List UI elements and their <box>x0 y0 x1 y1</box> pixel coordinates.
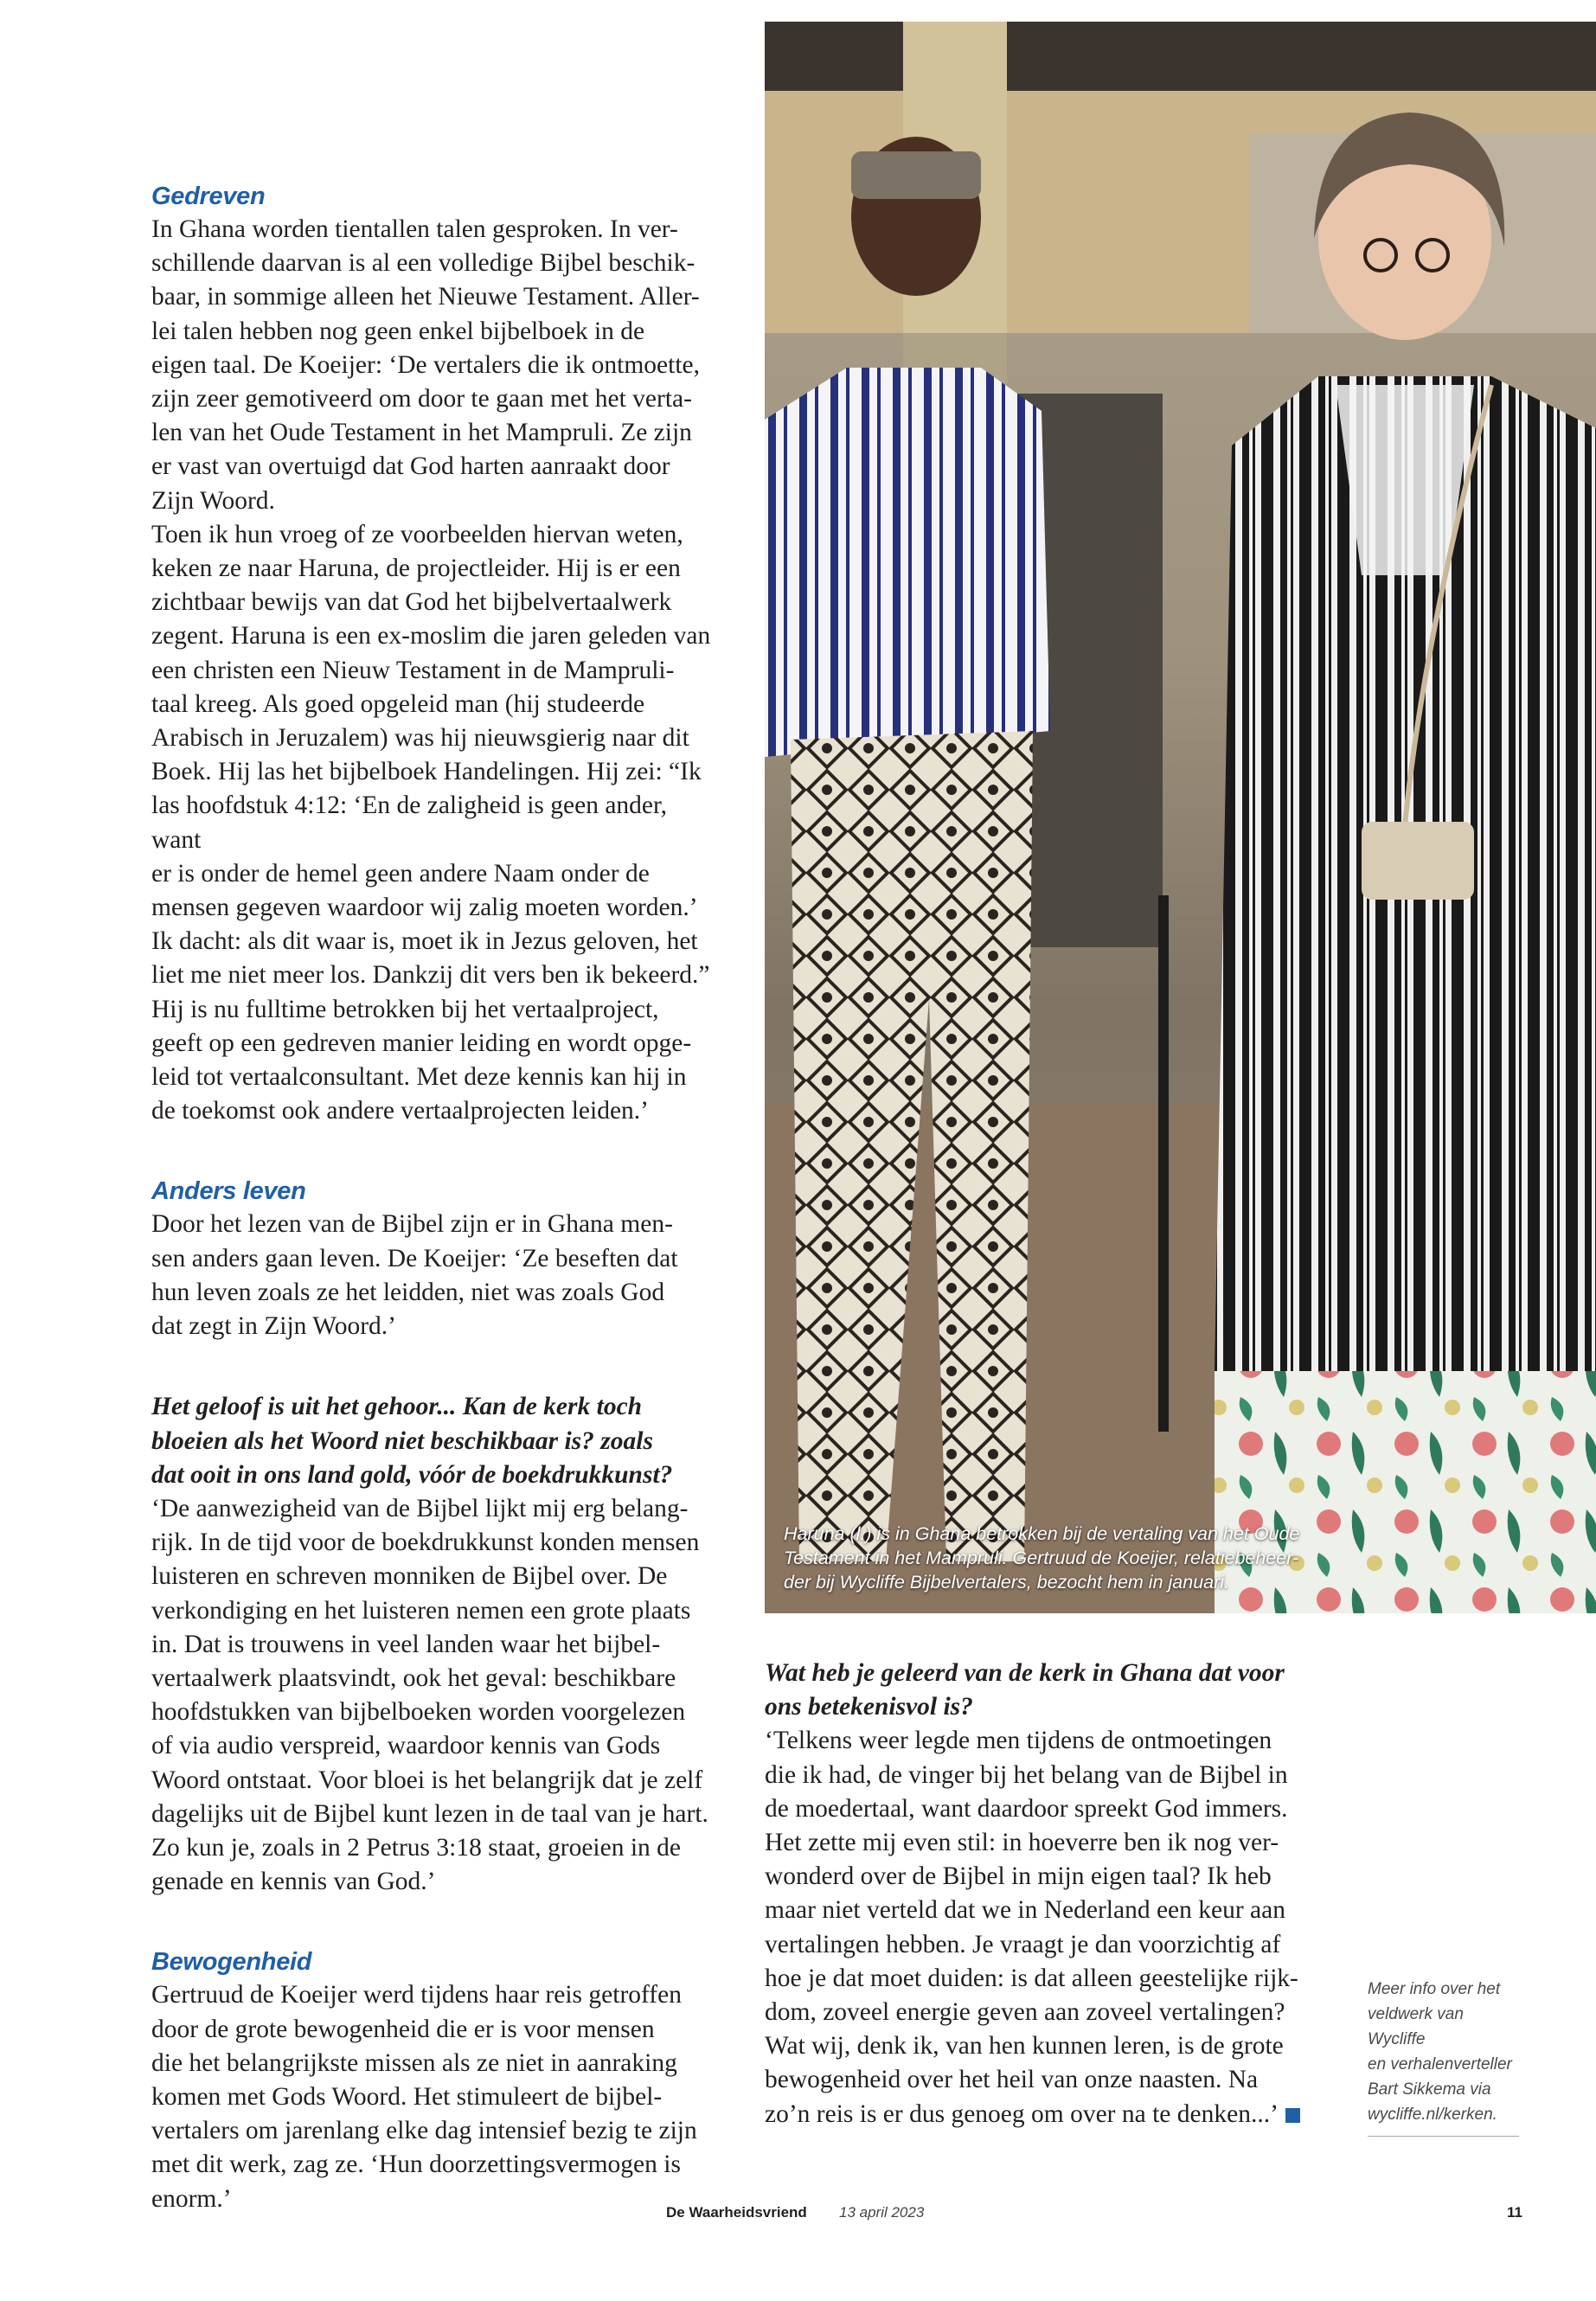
text-line: schillende daarvan is al een volledige Bijbel beschik- <box>151 249 695 278</box>
interview-question <box>765 1657 1327 1724</box>
section-heading: Anders leven <box>151 1177 306 1206</box>
text-line: bewogenheid over het heil van onze naasten. Na <box>765 2066 1259 2094</box>
text-line: lei talen hebben nog geen enkel bijbelboek in de <box>151 317 645 345</box>
text-line: er vast van overtuigd dat God harten aanraakt door <box>151 452 670 481</box>
body-paragraph <box>151 1208 712 1343</box>
text-line: hoe je dat moet duiden: is dat alleen geestelijke rijk- <box>765 1964 1298 1992</box>
text-line: ons betekenisvol is? <box>765 1693 973 1721</box>
body-paragraph <box>151 1492 712 1899</box>
text-line: genade en kennis van God.’ <box>151 1868 436 1896</box>
body-paragraph <box>765 1724 1327 2131</box>
section-gedreven <box>151 180 712 1128</box>
text-line: vertalers om jarenlang elke dag intensief bezig te zijn <box>151 2117 697 2145</box>
photo-illustration <box>765 22 1596 1613</box>
text-line: verkondiging en het luisteren nemen een grote plaats <box>151 1596 691 1625</box>
text-line: Meer info over het <box>1368 1980 1501 1998</box>
text-line: een christen een Nieuw Testament in de Mampruli- <box>151 656 675 684</box>
article-right-column <box>765 1657 1327 2131</box>
text-line: Haruna (l.) is in Ghana betrokken bij de vertaling van het Oude <box>784 1523 1300 1544</box>
text-line: zichtbaar bewijs van dat God het bijbelvertaalwerk <box>151 588 672 617</box>
text-line: In Ghana worden tientallen talen gesproken. In ver- <box>151 215 678 243</box>
text-line: geeft op een gedreven manier leiding en wordt opge- <box>151 1029 692 1057</box>
text-line: dagelijks uit de Bijbel kunt lezen in de taal van je hart. <box>151 1799 708 1828</box>
text-line: vertalingen hebben. Je vraagt je dan voorzichtig af <box>765 1930 1281 1958</box>
text-line: der bij Wycliffe Bijbelvertalers, bezocht hem in januari. <box>784 1572 1230 1593</box>
section-interview-question-1 <box>151 1390 712 1899</box>
text-line: zo’n reis is er dus genoeg om over na te denken...’ <box>765 2099 1279 2128</box>
text-line: Het geloof is uit het gehoor... Kan de kerk toch <box>151 1393 643 1421</box>
text-line: keken ze naar Haruna, de projectleider. Hij is er een <box>151 554 681 583</box>
text-line: Hij is nu fulltime betrokken bij het vertaalproject, <box>151 995 659 1023</box>
text-line: taal kreeg. Als goed opgeleid man (hij studeerde <box>151 689 645 718</box>
text-line: Testament in het Mampruli. Gertruud de Koeijer, relatiebeheer- <box>784 1548 1299 1568</box>
text-line: las hoofdstuk 4:12: ‘En de zaligheid is geen ander, want <box>151 792 668 854</box>
page-number: 11 <box>1507 2204 1522 2221</box>
text-line: of via audio verspreid, waardoor kennis van Gods <box>151 1732 661 1760</box>
text-line: hoofdstukken van bijbelboeken worden voorgelezen <box>151 1698 686 1727</box>
text-line: rijk. In de tijd voor de boekdrukkunst konden mensen <box>151 1529 700 1557</box>
text-line: wonderd over de Bijbel in mijn eigen taal? Ik heb <box>765 1862 1272 1891</box>
text-line: enorm.’ <box>151 2184 232 2213</box>
article-photo <box>765 22 1596 1613</box>
sidenote <box>1368 1977 1519 2137</box>
text-line: dat ooit in ons land gold, vóór de boekdrukkunst? <box>151 1460 673 1489</box>
text-line: met dit werk, zag ze. ‘Hun doorzettingsvermogen is <box>151 2150 681 2179</box>
text-line: door de grote bewogenheid die er is voor mensen <box>151 2015 655 2043</box>
text-line: Woord ontstaat. Voor bloei is het belangrijk dat je zelf <box>151 1766 703 1794</box>
text-line: die ik had, de vinger bij het belang van de Bijbel in <box>765 1760 1288 1789</box>
text-line: mensen gegeven waardoor wij zalig moeten worden.’ <box>151 894 698 922</box>
text-line: dom, zoveel energie geven aan zoveel vertalingen? <box>765 1998 1285 2027</box>
text-line: er is onder de hemel geen andere Naam onder de <box>151 859 650 888</box>
text-line: Boek. Hij las het bijbelboek Handelingen. Hij zei: “Ik <box>151 758 702 786</box>
text-line: Zo kun je, zoals in 2 Petrus 3:18 staat, groeien in de <box>151 1833 681 1862</box>
text-line: Toen ik hun vroeg of ze voorbeelden hiervan weten, <box>151 520 683 548</box>
text-line: sen anders gaan leven. De Koeijer: ‘Ze beseften dat <box>151 1244 678 1272</box>
body-paragraph <box>151 1978 712 2215</box>
text-line: zijn zeer gemotiveerd om door te gaan met het verta- <box>151 385 692 413</box>
article-left-column <box>151 180 712 2263</box>
text-line: len van het Oude Testament in het Mampruli. Ze zijn <box>151 419 692 447</box>
section-anders-leven <box>151 1175 712 1343</box>
text-line: de moedertaal, want daardoor spreekt God immers. <box>765 1794 1288 1823</box>
text-line: Door het lezen van de Bijbel zijn er in Ghana men- <box>151 1210 673 1239</box>
text-line: Het zette mij even stil: in hoeverre ben ik nog ver- <box>765 1829 1279 1857</box>
text-line: hun leven zoals ze het leidden, niet was zoals God <box>151 1278 665 1306</box>
text-line: veldwerk van Wycliffe <box>1368 2005 1464 2048</box>
text-line: Wat wij, denk ik, van hen kunnen leren, is de grote <box>765 2032 1284 2061</box>
issue-date: 13 april 2023 <box>839 2204 925 2221</box>
text-line: maar niet verteld dat we in Nederland een keur aan <box>765 1896 1285 1925</box>
body-paragraph <box>151 213 712 1128</box>
end-of-article-square-icon <box>1285 2108 1300 2123</box>
text-line: Ik dacht: als dit waar is, moet ik in Jezus geloven, het <box>151 927 698 956</box>
text-line: dat zegt in Zijn Woord.’ <box>151 1312 397 1341</box>
text-line: vertaalwerk plaatsvindt, ook het geval: beschikbare <box>151 1663 676 1692</box>
text-line: en verhalenverteller <box>1368 2055 1512 2073</box>
text-line: Wat heb je geleerd van de kerk in Ghana dat voor <box>765 1659 1285 1687</box>
text-line: in. Dat is trouwens in veel landen waar het bijbel- <box>151 1630 661 1658</box>
text-line: Gertruud de Koeijer werd tijdens haar reis getroffen <box>151 1981 682 2009</box>
text-line: die het belangrijkste missen als ze niet in aanraking <box>151 2048 677 2077</box>
photo-caption <box>784 1522 1389 1594</box>
interview-question <box>151 1390 712 1492</box>
text-line: liet me niet meer los. Dankzij dit vers ben ik bekeerd.” <box>151 961 710 990</box>
text-line: bloeien als het Woord niet beschikbaar is? zoals <box>151 1426 653 1455</box>
section-heading: Bewogenheid <box>151 1948 312 1977</box>
text-line: baar, in sommige alleen het Nieuwe Testament. Aller- <box>151 283 700 311</box>
text-line: de toekomst ook andere vertaalprojecten leiden.’ <box>151 1097 650 1125</box>
section-heading: Gedreven <box>151 183 266 210</box>
text-line: leid tot vertaalconsultant. Met deze kennis kan hij in <box>151 1063 687 1092</box>
text-line: Zijn Woord. <box>151 486 275 515</box>
text-line: ‘Telkens weer legde men tijdens de ontmoetingen <box>765 1727 1272 1755</box>
text-line: luisteren en schreven monniken de Bijbel over. De <box>151 1562 668 1591</box>
text-line: Bart Sikkema via <box>1368 2080 1491 2099</box>
text-line: zegent. Haruna is een ex-moslim die jaren geleden van <box>151 622 711 651</box>
text-line: ‘De aanwezigheid van de Bijbel lijkt mij erg belang- <box>151 1494 689 1522</box>
text-line: wycliffe.nl/kerken. <box>1368 2106 1497 2124</box>
text-line: eigen taal. De Koeijer: ‘De vertalers die ik ontmoette, <box>151 350 700 379</box>
section-bewogenheid <box>151 1945 712 2215</box>
publication-name: De Waarheidsvriend <box>666 2204 807 2221</box>
text-line: komen met Gods Woord. Het stimuleert de bijbel- <box>151 2082 663 2111</box>
text-line: Arabisch in Jeruzalem) was hij nieuwsgierig naar dit <box>151 724 689 753</box>
